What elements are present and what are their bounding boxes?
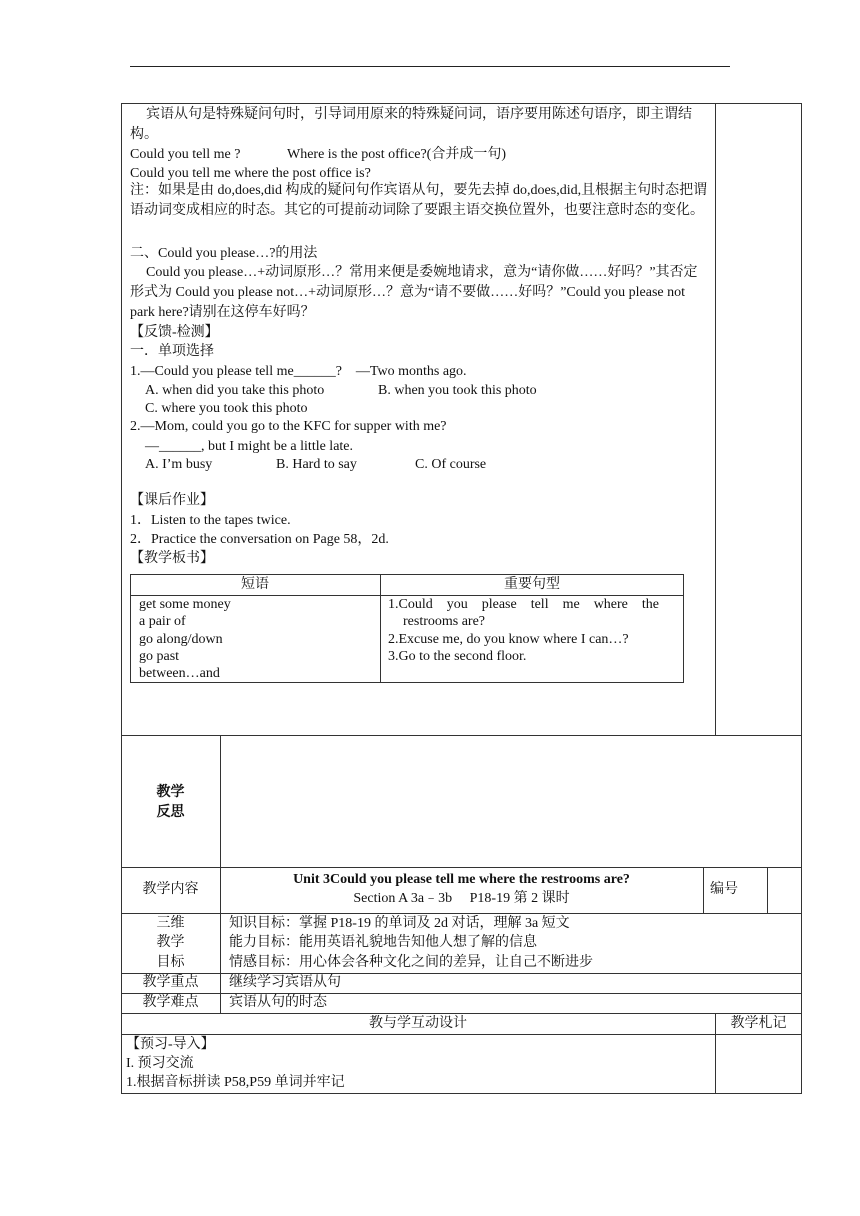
goal-emotion: 情感目标：用心体会各种文化之间的差异，让自己不断进步 xyxy=(229,955,593,970)
key-divider xyxy=(220,973,221,994)
preview-item-2: 1.根据音标拼读 P58,P59 单词并牢记 xyxy=(126,1075,345,1090)
difficulty-value: 宾语从句的时态 xyxy=(229,995,327,1010)
question-2-option-c: C. Of course xyxy=(415,457,487,472)
goals-label-1: 三维 xyxy=(156,916,185,931)
key-row xyxy=(121,973,802,994)
goals-label-2: 教学 xyxy=(156,935,185,950)
key-value: 继续学习宾语从句 xyxy=(229,975,341,990)
goals-divider xyxy=(220,913,221,974)
sentence-3: 3.Go to the second floor. xyxy=(388,649,527,664)
goal-knowledge: 知识目标：掌握 P18-19 的单词及 2d 对话，理解 3a 短文 xyxy=(229,916,570,931)
reflection-row xyxy=(121,735,802,868)
question-1-option-b: B. when you took this photo xyxy=(378,383,537,398)
goals-label-3: 目标 xyxy=(156,955,185,970)
difficulty-row xyxy=(121,993,802,1014)
upper-notes-divider xyxy=(715,103,716,736)
feedback-title: 【反馈-检测】 xyxy=(130,325,219,340)
sentence-1-cont: restrooms are? xyxy=(403,614,486,629)
number-label: 编号 xyxy=(710,882,738,897)
section2-title: 二、Could you please…?的用法 xyxy=(130,246,318,261)
section2-body: Could you please…+动词原形…？常用来便是委婉地请求，意为“请你做……好吗？”其否定形式为 Could you please not…+动词原形…？意为“请不要做……好吗？”Could you please not park here?请别在这停车好吗？ xyxy=(130,265,698,320)
notes-header: 教学札记 xyxy=(730,1016,787,1031)
question-2: 2.—Mom, could you go to the KFC for supper with me? xyxy=(130,419,447,434)
reflection-divider xyxy=(220,735,221,868)
phrase-item: go along/down xyxy=(139,632,223,647)
key-label: 教学重点 xyxy=(142,975,199,990)
example-1b: Where is the post office?(合并成一句) xyxy=(287,147,507,162)
homework-1: 1．Listen to the tapes twice. xyxy=(130,513,291,528)
difficulty-label: 教学难点 xyxy=(142,995,199,1010)
preview-divider xyxy=(715,1034,716,1094)
lesson-header-div-2 xyxy=(703,867,704,914)
lesson-subtitle: Section A 3a﹣3b P18-19 第 2 课时 xyxy=(353,891,570,906)
phrase-item: get some money xyxy=(139,597,231,612)
reflection-label-2: 反思 xyxy=(156,805,185,820)
design-header: 教与学互动设计 xyxy=(369,1016,467,1031)
reflection-label-1: 教学 xyxy=(156,785,185,800)
homework-title: 【课后作业】 xyxy=(130,493,214,508)
question-1: 1.—Could you please tell me______? —Two months ago. xyxy=(130,364,467,379)
single-choice-title: 一．单项选择 xyxy=(130,344,214,359)
lesson-header-div-3 xyxy=(767,867,768,914)
board-header-sentences: 重要句型 xyxy=(504,577,560,592)
preview-item-1: I. 预习交流 xyxy=(126,1056,194,1071)
note-paragraph: 注：如果是由 do,does,did 构成的疑问句作宾语从句，要先去掉 do,does,did,且根据主句时态把谓语动词变成相应的时态。其它的可提前动词除了要跟主语交换位置外，也要注意时态的变化。 xyxy=(130,183,708,218)
question-1-option-a: A. when did you take this photo xyxy=(145,383,325,398)
question-2-option-a: A. I’m busy xyxy=(145,457,213,472)
phrase-item: go past xyxy=(139,649,180,664)
goal-ability: 能力目标：能用英语礼貌地告知他人想了解的信息 xyxy=(229,935,537,950)
sentence-2: 2.Excuse me, do you know where I can…? xyxy=(388,632,629,647)
board-title: 【教学板书】 xyxy=(130,551,214,566)
header-rule xyxy=(130,66,730,67)
question-2-response: —______, but I might be a little late. xyxy=(145,439,354,454)
difficulty-divider xyxy=(220,993,221,1014)
lesson-title: Unit 3Could you please tell me where the restrooms are? xyxy=(293,872,630,887)
question-1-option-c: C. where you took this photo xyxy=(145,401,308,416)
example-1a: Could you tell me ? xyxy=(130,147,241,162)
phrase-item: a pair of xyxy=(139,614,186,629)
question-2-option-b: B. Hard to say xyxy=(276,457,357,472)
content-label: 教学内容 xyxy=(142,882,199,897)
object-clause-paragraph: 宾语从句是特殊疑问句时，引导词用原来的特殊疑问词，语序要用陈述句语序，即主谓结构。 xyxy=(130,107,692,142)
phrase-item: between…and xyxy=(139,666,220,681)
example-2: Could you tell me where the post office is? xyxy=(130,166,371,181)
board-header-phrases: 短语 xyxy=(241,577,269,592)
preview-title: 【预习-导入】 xyxy=(126,1037,215,1052)
sentence-1: 1.Could you please tell me where the xyxy=(388,597,659,612)
homework-2: 2．Practice the conversation on Page 58，2d. xyxy=(130,532,389,547)
